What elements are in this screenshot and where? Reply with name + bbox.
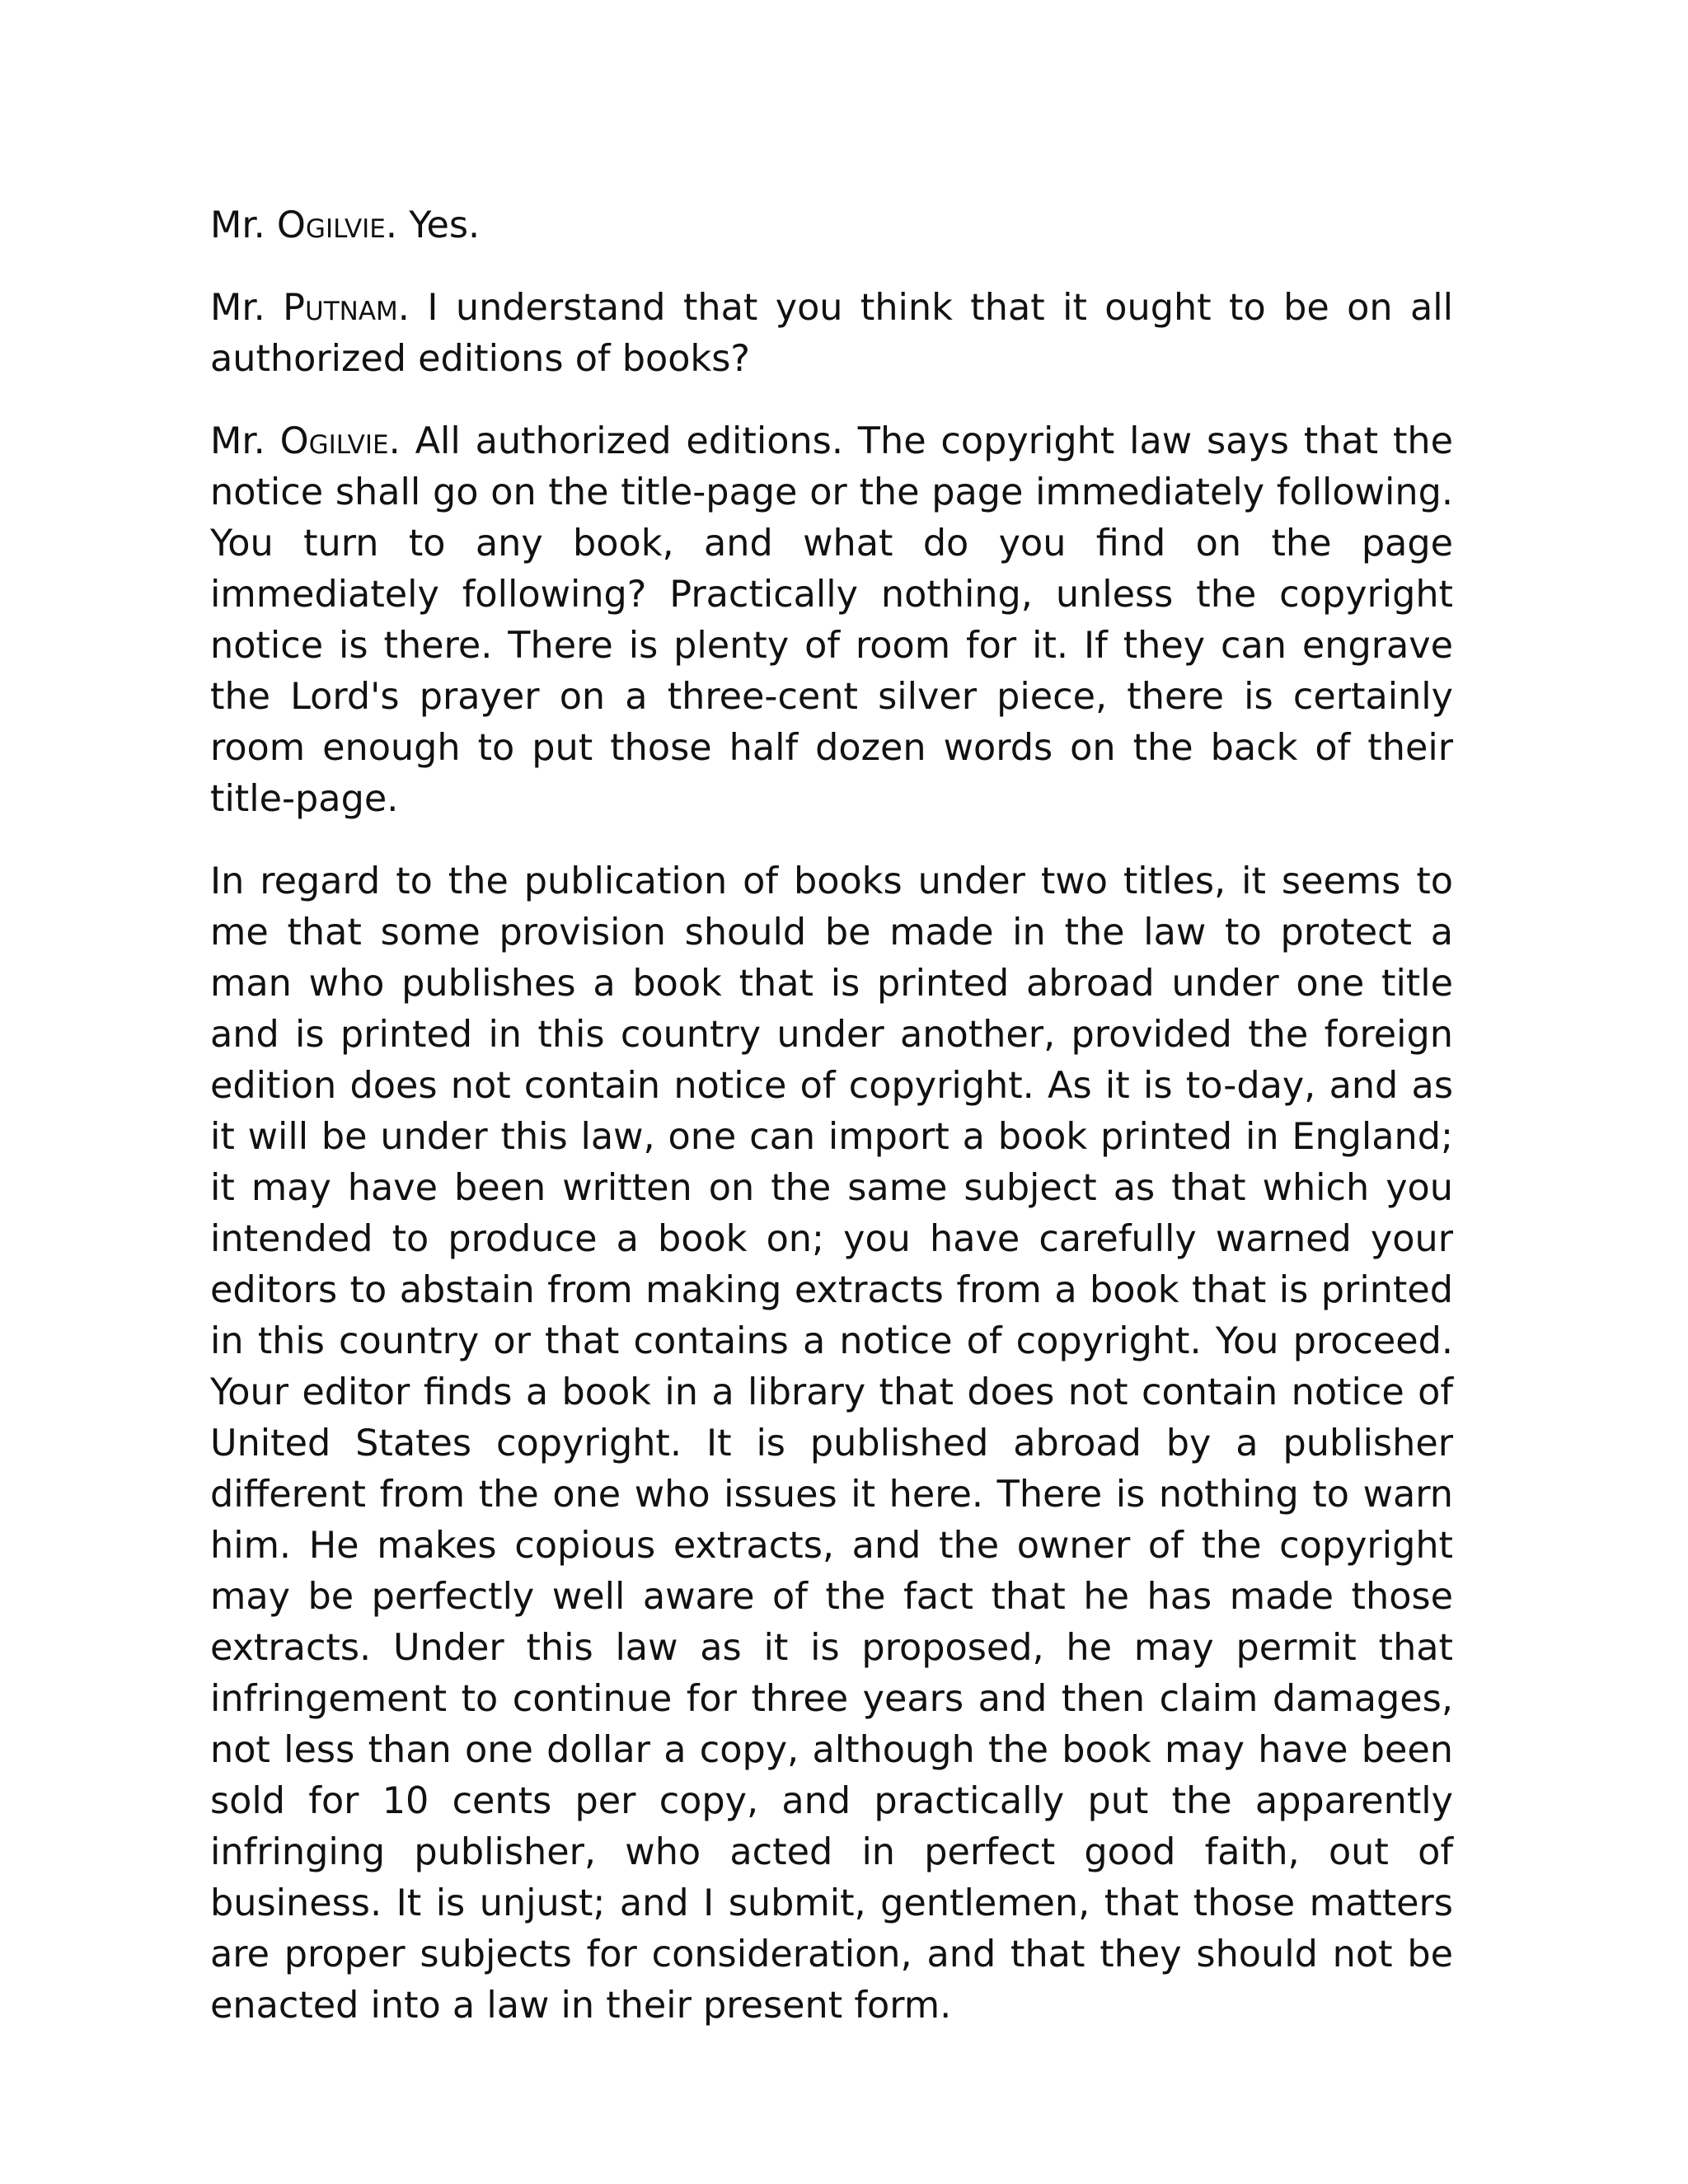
- paragraph-text: . All authorized editions. The copyright law says that the notice shall go on the title-page or the page immediately following. You turn to any book, and what do you find on the page immediately following? Practically nothing, unless the copyright notice is there. There is plenty of room for it. If they can engrave the Lord's prayer on a three-cent silver piece, there is certainly room enough to put those half dozen words on the back of their title-page.: [210, 420, 1453, 820]
- paragraph-putnam-question: [210, 283, 1453, 385]
- speaker-title: Mr.: [210, 287, 265, 329]
- paragraph-text: . Yes.: [385, 204, 481, 246]
- paragraph-ogilvie-answer: [210, 416, 1453, 825]
- speaker-name: Ogilvie: [279, 420, 389, 462]
- paragraph-two-titles: [210, 856, 1453, 2032]
- speaker-title: Mr.: [210, 420, 265, 462]
- document-page: [210, 200, 1453, 2063]
- paragraph-text: . I understand that you think that it ought to be on all authorized editions of books?: [210, 287, 1453, 380]
- paragraph-ogilvie-yes: [210, 200, 1453, 251]
- speaker-name: Putnam: [283, 287, 398, 329]
- speaker-name: Ogilvie: [276, 204, 386, 246]
- paragraph-text: In regard to the publication of books under two titles, it seems to me that some provision should be made in the law to protect a man who publishes a book that is printed abroad under one title and is printed in this country under another, provided the foreign edition does not contain notice of copyright. As it is to-day, and as it will be under this law, one can import a book printed in England; it may have been written on the same subject as that which you intended to produce a book on; you have carefully warned your editors to abstain from making extracts from a book that is printed in this country or that contains a notice of copyright. You proceed. Your editor finds a book in a library that does not contain notice of United States copyright. It is published abroad by a publisher different from the one who issues it here. There is nothing to warn him. He makes copious extracts, and the owner of the copyright may be perfectly well aware of the fact that he has made those extracts. Under this law as it is proposed, he may permit that infringement to continue for three years and then claim damages, not less than one dollar a copy, although the book may have been sold for 10 cents per copy, and practically put the apparently infringing publisher, who acted in perfect good faith, out of business. It is unjust; and I submit, gentlemen, that those matters are proper subjects for consideration, and that they should not be enacted into a law in their present form.: [210, 860, 1453, 2027]
- speaker-title: Mr.: [210, 204, 265, 246]
